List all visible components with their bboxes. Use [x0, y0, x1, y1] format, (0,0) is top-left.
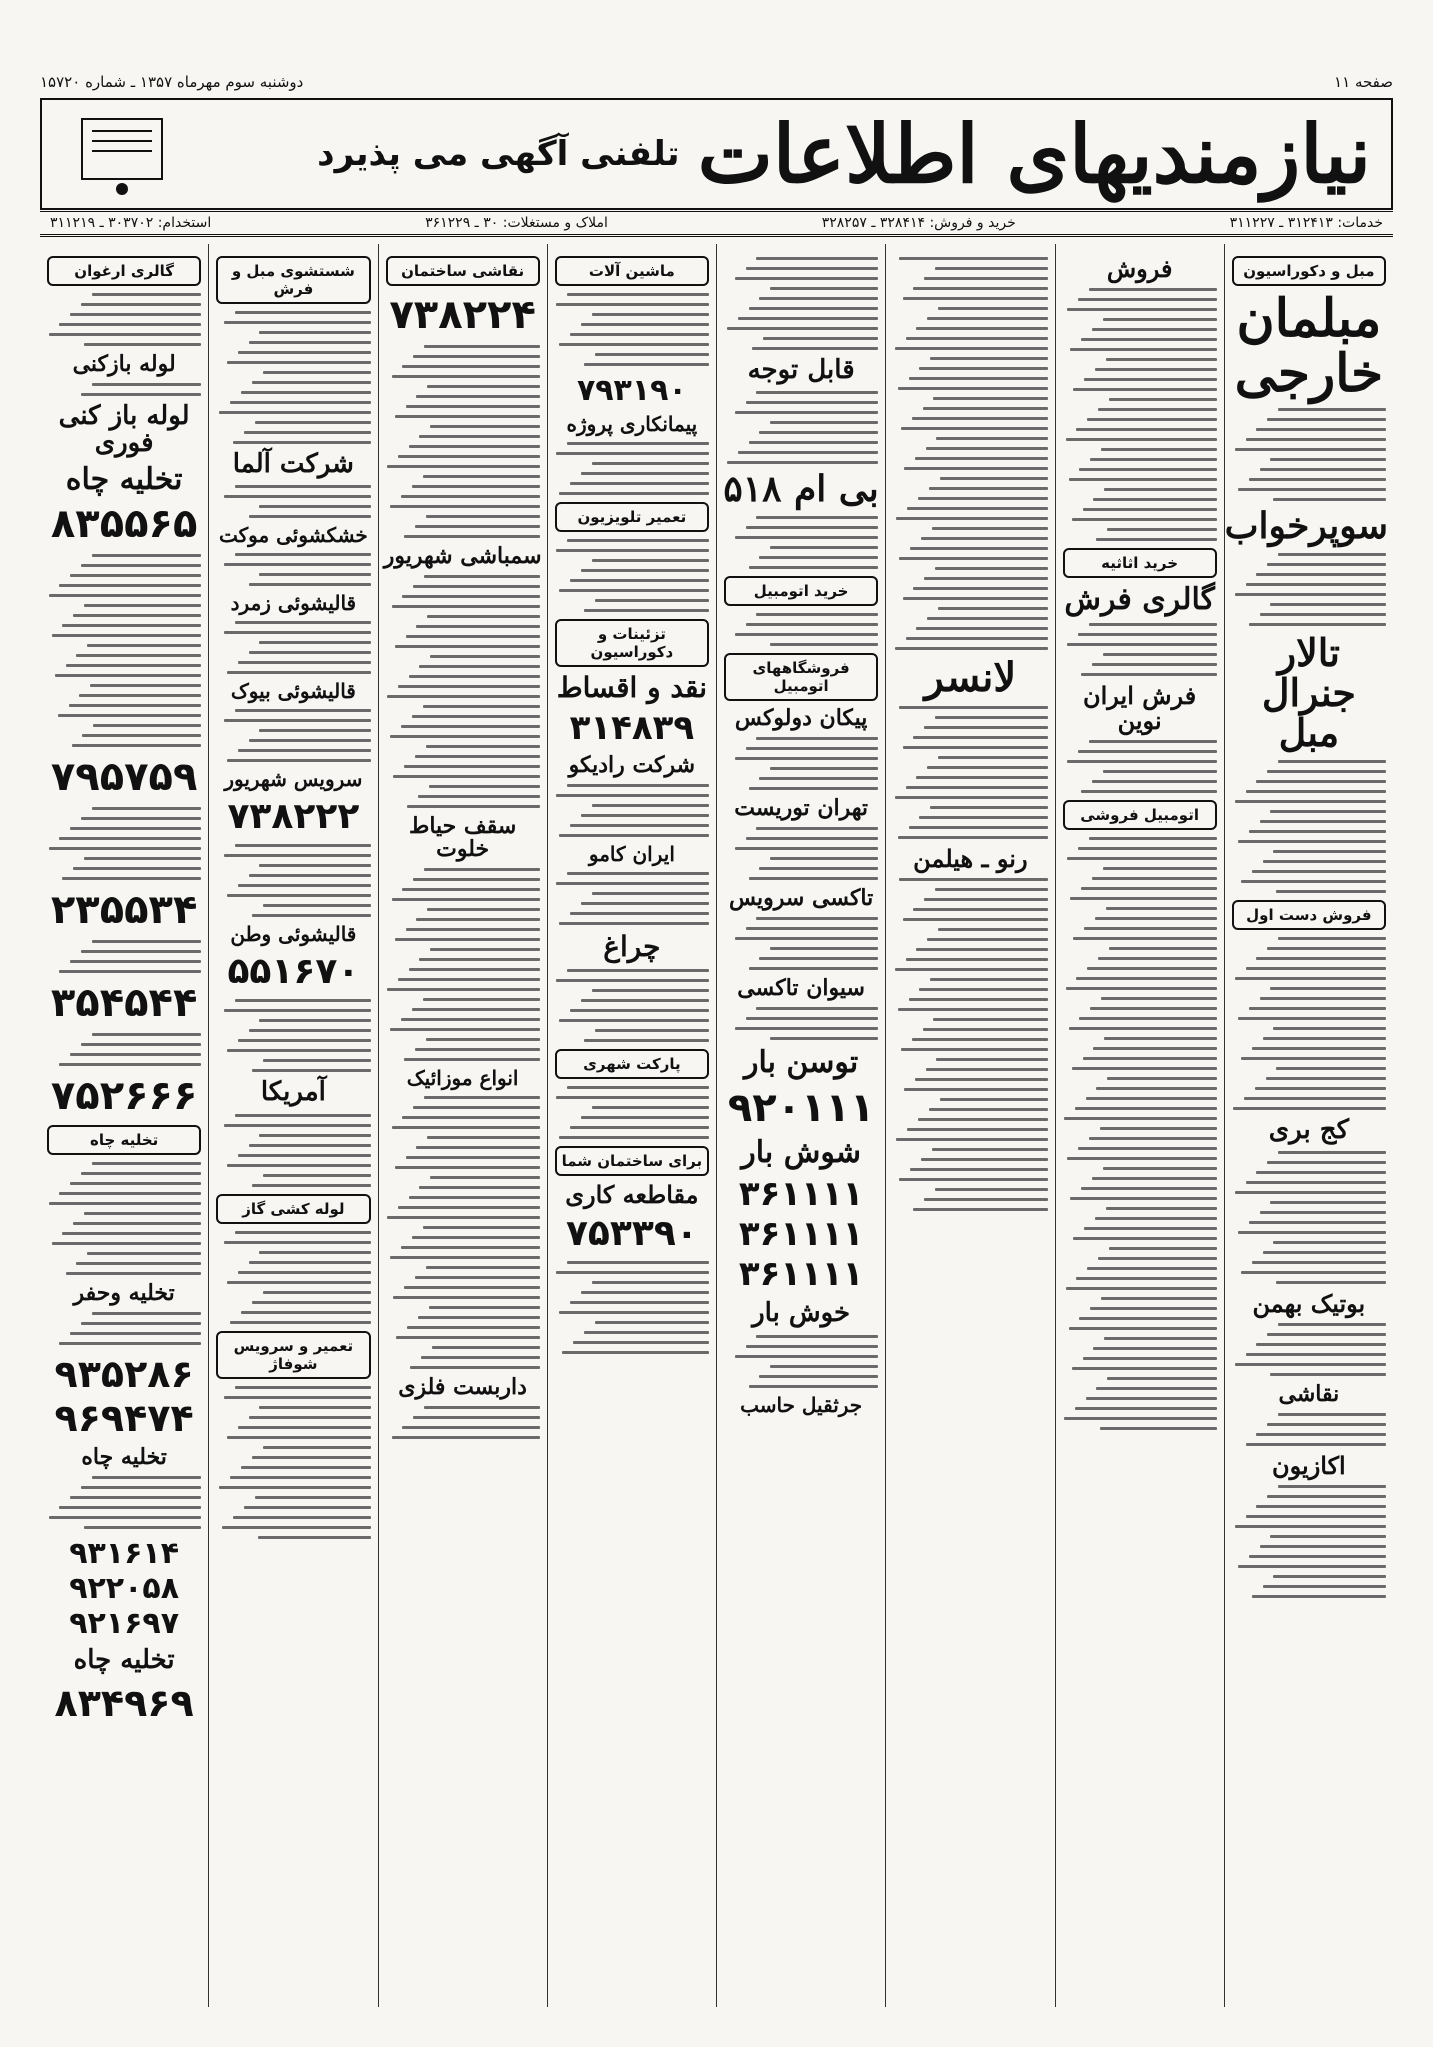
ad-text-block [724, 1335, 878, 1388]
phone-realestate: املاک و مستغلات: ۳۰ ـ ۳۶۱۲۲۹ [425, 215, 608, 231]
ad-text-block [386, 1096, 540, 1369]
ad-headline: لوله بازکنی [72, 351, 176, 377]
ad-headline: لوله باز کنی فوری [58, 401, 190, 459]
classified-column [378, 244, 547, 2007]
ad-headline: شوش بار [741, 1134, 861, 1170]
newsreader-illustration-icon [62, 109, 182, 199]
classified-column [208, 244, 377, 2007]
phone-number: ۳۶۱۱۱۱ [738, 1254, 864, 1295]
masthead-title: نیازمندیهای اطلاعات [697, 107, 1371, 201]
phone-number: ۷۵۲۶۶۶ [50, 1073, 198, 1120]
ad-text-block [47, 554, 201, 747]
ad-text-block [386, 1406, 540, 1439]
ad-headline: جرثقیل حاسب [740, 1392, 863, 1417]
ad-text-block [47, 940, 201, 973]
phone-number: ۹۶۹۴۷۴ [54, 1396, 194, 1441]
ad-headline: قالیشوئی زمرد [230, 591, 357, 616]
ad-headline: بوتیک بهمن [1252, 1288, 1366, 1318]
ad-text-block [1063, 288, 1217, 541]
phone-number: ۵۵۱۶۷۰ [227, 951, 360, 993]
ad-text-block [47, 293, 201, 346]
section-heading: شستشوی مبل و فرش [216, 256, 370, 304]
ad-headline: تخلیه وحفر [73, 1280, 175, 1307]
ad-headline: فروش [1106, 254, 1173, 283]
ad-headline: چراغ [603, 930, 661, 964]
ad-headline: مبلمان خارجی [1234, 288, 1384, 404]
section-heading: خرید اتومبیل [724, 576, 878, 606]
ad-text-block [1232, 937, 1386, 1110]
ad-headline: سیوان تاکسی [737, 975, 865, 1002]
ad-text-block [724, 613, 878, 646]
ad-text-block [555, 969, 709, 1042]
ad-text-block [216, 553, 370, 586]
page-label: صفحه ۱۱ [1334, 73, 1393, 91]
ad-headline: نقاشی [1278, 1381, 1340, 1408]
phone-employment: استخدام: ۳۰۳۷۰۲ ـ ۳۱۱۲۱۹ [50, 215, 212, 231]
ad-headline: تاکسی سرویس [728, 885, 874, 912]
ad-text-block [386, 345, 540, 538]
phone-bar [40, 209, 1393, 237]
phone-buysell: خرید و فروش: ۳۲۸۴۱۴ ـ ۳۲۸۲۵۷ [821, 215, 1016, 231]
ad-text-block [724, 516, 878, 569]
phone-number: ۸۳۵۵۶۵ [50, 501, 198, 548]
ad-headline: داربست فلزی [398, 1374, 527, 1401]
phone-number: ۳۱۴۸۳۹ [569, 708, 695, 749]
ad-text-block [555, 1086, 709, 1139]
section-heading: تعمیر تلویزیون [555, 502, 709, 532]
ad-text-block [216, 311, 370, 444]
ad-text-block [1232, 553, 1386, 626]
ad-headline: خوش بار [752, 1298, 851, 1329]
ad-text-block [555, 442, 709, 495]
ad-text-block [1232, 1323, 1386, 1376]
section-heading: تزئینات و دکوراسیون [555, 619, 709, 667]
section-heading: لوله کشی گاز [216, 1194, 370, 1224]
phone-number: ۹۲۰۱۱۱ [727, 1084, 875, 1131]
ad-text-block [724, 1007, 878, 1040]
ad-text-block [724, 257, 878, 350]
phone-number: ۷۹۳۱۹۰ [576, 373, 687, 408]
ad-text-block [47, 1162, 201, 1275]
ad-text-block [555, 872, 709, 925]
phone-number: ۹۲۱۶۹۷ [69, 1606, 180, 1642]
top-line [40, 70, 1393, 94]
ad-headline: مقاطعه کاری [565, 1179, 699, 1209]
ad-text-block [216, 999, 370, 1072]
phone-number: ۹۳۵۲۸۶ [54, 1352, 194, 1397]
ad-headline: لانسر [924, 654, 1017, 701]
ad-headline: شرکت آلما [232, 449, 354, 479]
classified-column [1055, 244, 1224, 2007]
date-line: دوشنبه سوم مهرماه ۱۳۵۷ ـ شماره ۱۵۷۲۰ [40, 73, 304, 91]
phone-number: ۸۳۴۹۶۹ [54, 1680, 194, 1725]
ad-text-block [1232, 1413, 1386, 1446]
ad-headline: آمریکا [260, 1077, 326, 1108]
ad-text-block [47, 1033, 201, 1066]
phone-number: ۷۳۸۲۲۲ [227, 796, 360, 838]
ad-text-block [216, 1386, 370, 1539]
ad-text-block [1063, 623, 1217, 676]
ad-text-block [216, 1231, 370, 1324]
section-heading: پارکت شهری [555, 1049, 709, 1079]
ad-text-block [724, 827, 878, 880]
ad-text-block [216, 621, 370, 674]
ad-text-block [386, 575, 540, 808]
ad-text-block [555, 293, 709, 366]
section-heading: برای ساختمان شما [555, 1146, 709, 1176]
ad-headline: سوپرخواب [1224, 505, 1388, 548]
ad-text-block [555, 784, 709, 837]
ad-headline: تخلیه چاه [73, 1645, 175, 1676]
section-heading: فروش دست اول [1232, 900, 1386, 930]
section-heading: تعمیر و سرویس شوفاژ [216, 1331, 370, 1379]
phone-number: ۳۶۱۱۱۱ [738, 1214, 864, 1255]
ad-text-block [1232, 408, 1386, 501]
ad-headline: تخلیه چاه [65, 461, 183, 497]
ad-headline: بی ام ۵۱۸ [723, 468, 879, 511]
ad-headline: تالار جنرال مبل [1261, 629, 1356, 755]
classified-column [885, 244, 1054, 2007]
ad-text-block [47, 383, 201, 396]
ad-text-block [724, 391, 878, 464]
ad-headline: انواع موزائیک [406, 1066, 519, 1091]
ad-headline: قالیشوئی وطن [230, 922, 357, 947]
classified-column [40, 244, 208, 2007]
ad-text-block [1232, 1485, 1386, 1598]
masthead [40, 98, 1393, 210]
section-heading: ماشین آلات [555, 256, 709, 286]
ad-text-block [216, 485, 370, 518]
ad-text-block [216, 709, 370, 762]
ad-headline: پیمانکاری پروژه [566, 412, 698, 436]
ad-text-block [1063, 740, 1217, 793]
ad-text-block [386, 868, 540, 1061]
ad-headline: فرش ایران نوین [1083, 680, 1197, 735]
ad-headline: قالیشوئی بیوک [230, 679, 356, 704]
classified-column [716, 244, 885, 2007]
ad-headline: نقد و اقساط [556, 671, 707, 704]
classified-column [1224, 244, 1393, 2007]
ad-headline: سمباشی شهریور [383, 543, 542, 569]
phone-services: خدمات: ۳۱۲۴۱۳ ـ ۳۱۱۲۲۷ [1229, 215, 1383, 231]
ad-text-block [893, 706, 1047, 839]
ad-text-block [724, 737, 878, 790]
phone-number: ۷۹۵۷۵۹ [50, 754, 198, 801]
section-heading: نقاشی ساختمان [386, 256, 540, 286]
ad-headline: پیکان دولوکس [734, 705, 868, 732]
ad-text-block [724, 917, 878, 970]
ad-text-block [1063, 837, 1217, 1430]
ad-text-block [555, 539, 709, 612]
ad-text-block [893, 257, 1047, 650]
ad-headline: رنو ـ هیلمن [913, 844, 1028, 873]
ad-headline: تهران توریست [734, 795, 869, 822]
ad-text-block [47, 807, 201, 880]
classified-column [547, 244, 716, 2007]
masthead-subtitle: تلفنی آگهی می پذیرد [317, 134, 680, 174]
phone-number: ۷۳۸۲۲۴ [389, 292, 536, 338]
ad-text-block [216, 1114, 370, 1187]
section-heading: خرید اثاثیه [1063, 548, 1217, 578]
ad-text-block [47, 1476, 201, 1529]
ad-headline: گالری فرش [1064, 582, 1215, 618]
ad-text-block [47, 1312, 201, 1345]
ad-headline: شرکت رادیکو [568, 752, 696, 779]
ad-text-block [216, 844, 370, 917]
ad-headline: سرویس شهریور [224, 767, 363, 792]
ad-text-block [893, 878, 1047, 1211]
classified-columns [40, 244, 1393, 2007]
ad-headline: توسن بار [744, 1045, 859, 1081]
section-heading: تخلیه چاه [47, 1125, 201, 1155]
ad-headline: اکازیون [1272, 1451, 1346, 1481]
ad-headline: تخلیه چاه [81, 1444, 167, 1471]
ad-headline: قابل توجه [747, 355, 855, 385]
ad-headline: ایران کامو [588, 842, 675, 867]
ad-headline: خشکشوئی موکت [218, 523, 368, 548]
phone-number: ۹۳۱۶۱۴ [69, 1536, 180, 1572]
ad-text-block [1232, 1151, 1386, 1284]
section-heading: فروشگاههای اتومبیل [724, 653, 878, 701]
phone-number: ۷۵۳۳۹۰ [565, 1213, 698, 1255]
section-heading: مبل و دکوراسیون [1232, 256, 1386, 286]
section-heading: گالری ارغوان [47, 256, 201, 286]
phone-number: ۲۳۵۵۳۴ [50, 887, 198, 934]
phone-number: ۹۲۲۰۵۸ [69, 1571, 180, 1607]
ad-text-block [1232, 760, 1386, 893]
ad-text-block [555, 1261, 709, 1354]
phone-number: ۳۵۴۵۴۴ [50, 980, 198, 1027]
section-heading: اتومبیل فروشی [1063, 800, 1217, 830]
ad-headline: سقف حیاط خلوت [408, 813, 517, 863]
phone-number: ۳۶۱۱۱۱ [738, 1174, 864, 1215]
ad-headline: کج بری [1268, 1114, 1349, 1145]
